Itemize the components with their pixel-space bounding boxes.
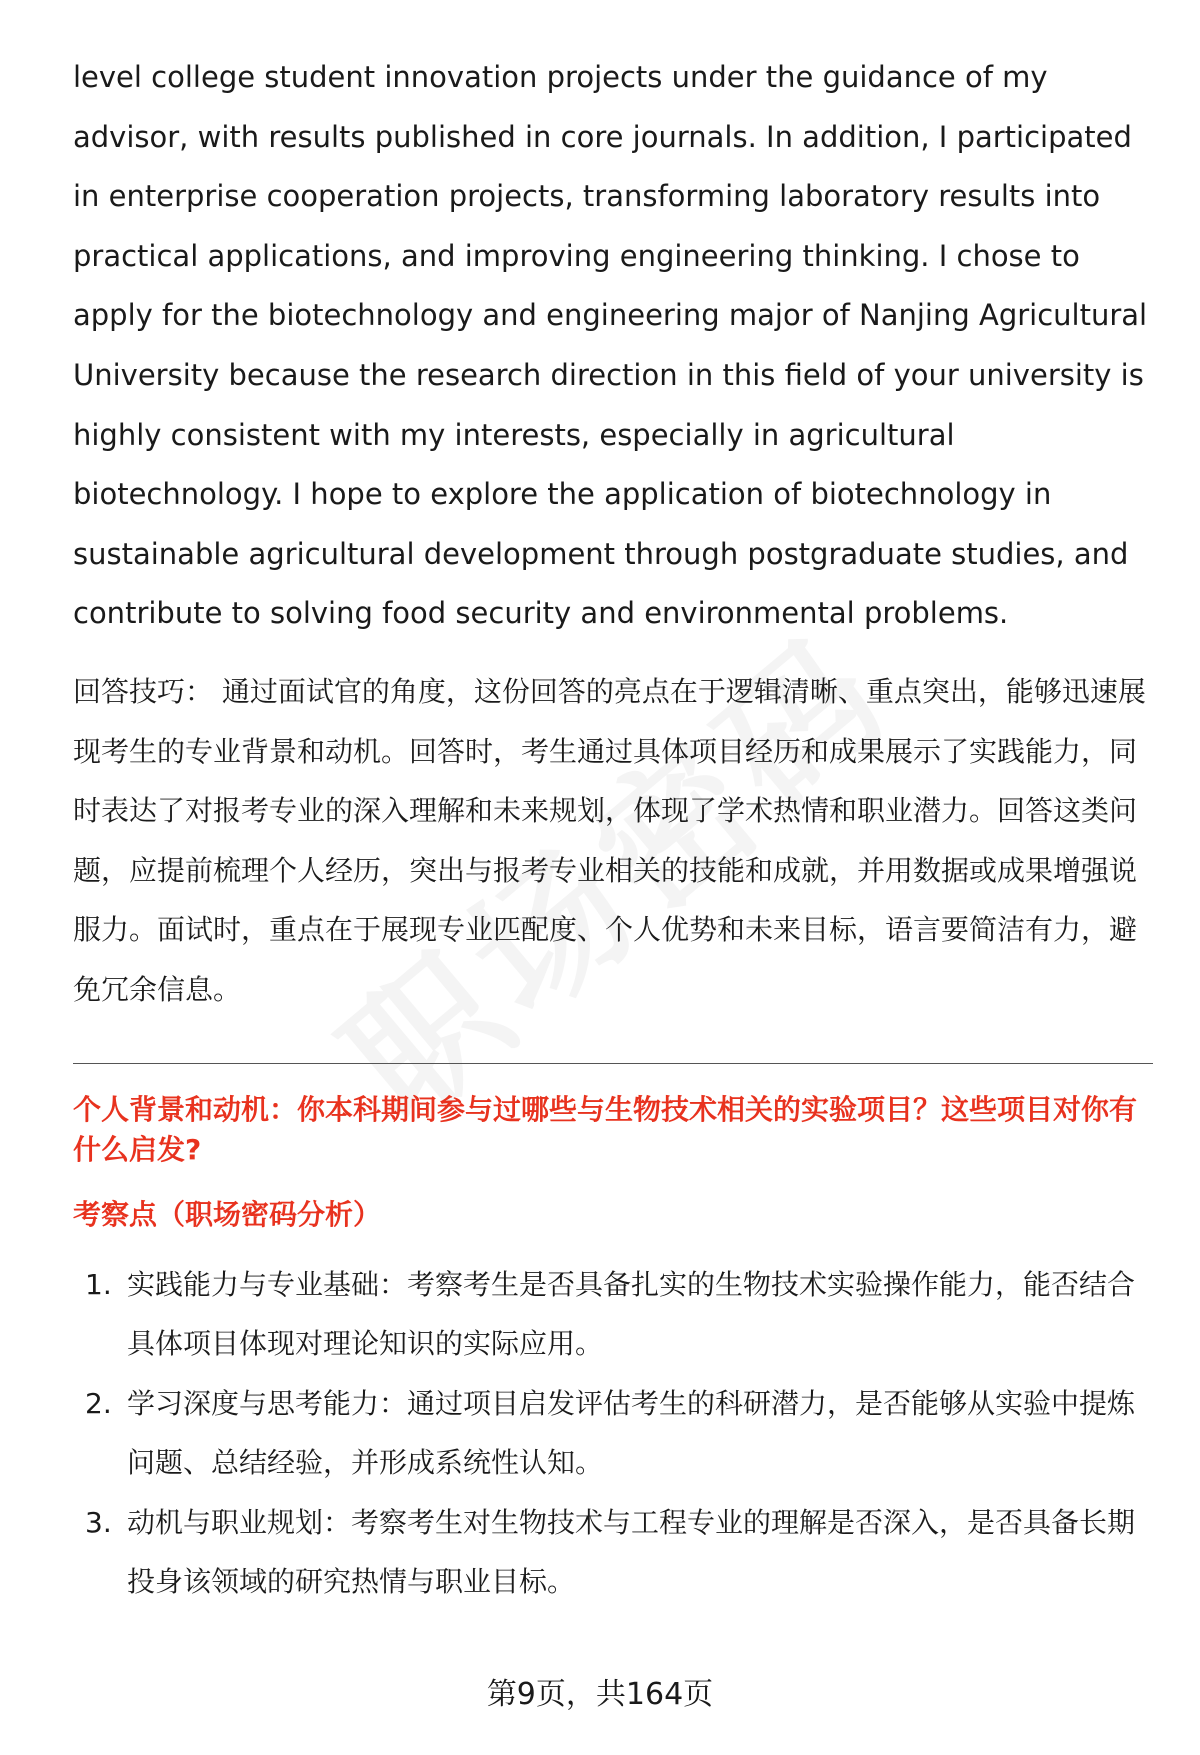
analysis-heading: 考察点（职场密码分析） (73, 1197, 382, 1231)
point-text: 动机与职业规划：考察考生对生物技术与工程专业的理解是否深入，是否具备长期投身该领域的研究热情与职业目标。 (127, 1505, 1136, 1599)
analysis-point (73, 1493, 1153, 1612)
answer-tips-paragraph (73, 662, 1153, 1020)
point-number: 2. (85, 1386, 112, 1420)
analysis-points-list (73, 1255, 1153, 1613)
point-number: 1. (85, 1267, 112, 1301)
point-text: 学习深度与思考能力：通过项目启发评估考生的科研潜力，是否能够从实验中提炼问题、总结经验，并形成系统性认知。 (127, 1386, 1136, 1480)
page-number-footer: 第9页，共164页 (486, 1677, 714, 1712)
answer-continuation-paragraph: level college student innovation projects under the guidance of my advisor, with results published in core journals. In addition, I participated in enterprise cooperation projects, transforming laboratory results into practical applications, and improving engineering thinking. I chose to apply for the biotechnology and engineering major of Nanjing Agricultural University because the research direction in this field of your university is highly consistent with my interests, especially in agricultural biotechnology. I hope to explore the application of biotechnology in sustainable agricultural development through postgraduate studies, and contribute to solving food security and environmental problems. (73, 60, 1148, 631)
answer-tips-label: 回答技巧： (73, 674, 214, 708)
point-text: 实践能力与专业基础：考察考生是否具备扎实的生物技术实验操作能力，能否结合具体项目体现对理论知识的实际应用。 (127, 1267, 1136, 1361)
section-divider (73, 1063, 1153, 1064)
analysis-point (73, 1255, 1153, 1374)
point-number: 3. (85, 1505, 112, 1539)
answer-tips-text: 通过面试官的角度，这份回答的亮点在于逻辑清晰、重点突出，能够迅速展现考生的专业背景和动机。回答时，考生通过具体项目经历和成果展示了实践能力，同时表达了对报考专业的深入理解和未来规划，体现了学术热情和职业潜力。回答这类问题，应提前梳理个人经历，突出与报考专业相关的技能和成就，并用数据或成果增强说服力。面试时，重点在于展现专业匹配度、个人优势和未来目标，语言要简洁有力，避免冗余信息。 (73, 674, 1146, 1006)
page-content (73, 48, 1153, 1612)
analysis-point (73, 1374, 1153, 1493)
question-heading: 个人背景和动机：你本科期间参与过哪些与生物技术相关的实验项目？这些项目对你有什么启发? (73, 1092, 1138, 1166)
